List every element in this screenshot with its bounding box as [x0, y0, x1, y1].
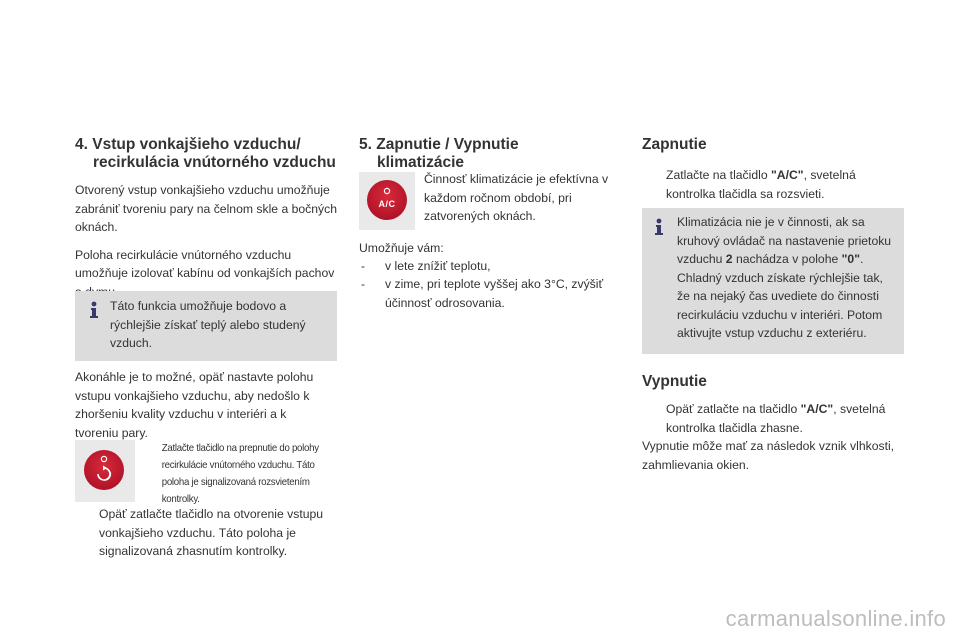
section-air-intake	[75, 136, 337, 301]
info-text: Klimatizácia nie je v činnosti, ak sa kruhový ovládač na nastavenie prietoku vzduchu 2 nachádza v polohe "0". Chladný vzduch získate rýchlejšie tak, že na nejaký čas uvediete do činnosti recirkuláciu vzduchu v interiéri. Potom aktivujte vstup vzduchu z exteriéru.	[677, 215, 892, 340]
bullet-switch-on: Zatlačte na tlačidlo "A/C", svetelná kontrolka tlačidla sa rozsvieti.	[666, 168, 856, 201]
info-box-recirculation	[75, 291, 337, 361]
section-switch-off	[642, 373, 904, 474]
paragraph-intake-open: Otvorený vstup vonkajšieho vzduchu umožňuje zabrániť tvoreniu pary na čelnom skle a bočných oknách.	[75, 183, 338, 234]
info-text: Táto funkcia umožňuje bodovo a rýchlejšie získať teplý alebo studený vzduch.	[110, 299, 306, 350]
list-item-summer: - v lete znížiť teplotu,	[361, 259, 491, 273]
paragraph-restore-intake: Akonáhle je to možné, opäť nastavte polohu vstupu vonkajšieho vzduchu, aby nedošlo k zhoršeniu kvality vzduchu v interiéri a k tvoreniu pary.	[75, 370, 314, 440]
heading-air-conditioning: 5. Zapnutie / Vypnutie klimatizácie	[359, 136, 519, 171]
watermark: carmanualsonline.info	[725, 606, 946, 631]
paragraph-ac-intro: Činnosť klimatizácie je efektívna v každom ročnom období, pri zatvorených oknách.	[424, 172, 609, 223]
heading-air-intake: 4. Vstup vonkajšieho vzduchu/ recirkulácia vnútorného vzduchu	[75, 136, 336, 171]
bullet-switch-off: Opäť zatlačte na tlačidlo "A/C", svetelná kontrolka tlačidla zhasne.	[666, 402, 886, 435]
paragraph-recirculation: Poloha recirkulácie vnútorného vzduchu umožňuje izolovať kabínu od vonkajších pachov	[75, 247, 335, 280]
heading-switch-on: Zapnutie	[642, 136, 707, 153]
bullet-recirculation-on: Zatlačte tlačidlo na prepnutie do polohy recirkulácie vnútorného vzduchu. Táto poloha je signalizovaná rozsvietením kontrolky.	[161, 442, 319, 505]
ac-button[interactable]	[367, 180, 407, 220]
ac-button-label: A/C	[378, 199, 396, 209]
recirculation-icon	[84, 450, 124, 490]
section-switch-on	[642, 136, 904, 203]
recirculation-button[interactable]	[84, 450, 124, 490]
heading-switch-off: Vypnutie	[642, 373, 707, 390]
paragraph-enables: Umožňuje vám:	[359, 241, 444, 255]
section-air-conditioning	[359, 136, 614, 172]
bullet-intake-open: Opäť zatlačte tlačidlo na otvorenie vstupu vonkajšieho vzduchu. Táto poloha je signalizovaná zhasnutím kontrolky.	[99, 507, 324, 558]
paragraph-switch-off: Vypnutie môže mať za následok vznik vlhkosti, zahmlievania okien.	[642, 439, 895, 472]
info-icon	[652, 218, 666, 236]
info-icon	[87, 301, 101, 319]
list-item-winter: - v zime, pri teplote vyššej ako 3°C, zvýšiť účinnosť odrosovania.	[361, 277, 604, 310]
info-box-ac	[642, 208, 904, 354]
